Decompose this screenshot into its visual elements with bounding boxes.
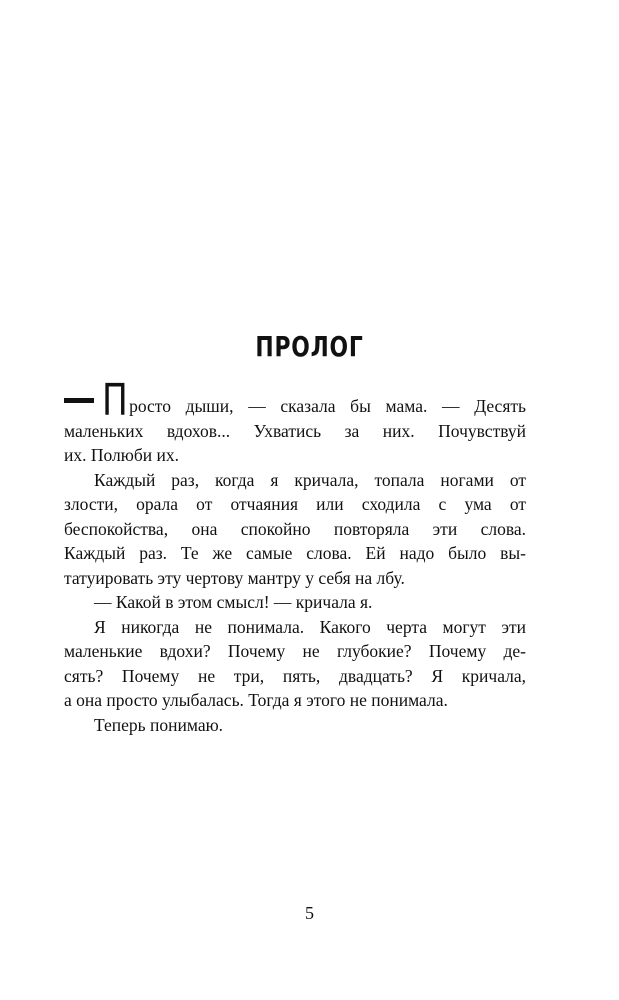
page-number: 5: [305, 903, 314, 923]
text-line: — Какой в этом смысл! — кричала я.: [94, 592, 373, 612]
em-dash-mark: [64, 398, 94, 403]
text-line: Я никогда не понимала. Какого черта могут эти: [94, 616, 526, 637]
text-line: а она просто улыбалась. Тогда я этого не понимала.: [64, 690, 448, 710]
text-line: Теперь понимаю.: [94, 714, 224, 735]
text-line: маленьких вдохов... Ухватись за них. Почувствуй: [64, 420, 526, 441]
text-line: их. Полюби их.: [64, 445, 179, 465]
text-line: беспокойства, она спокойно повторяла эти слова.: [64, 518, 526, 539]
chapter-title: ПРОЛОГ: [255, 330, 364, 363]
text-line: [64, 375, 526, 426]
drop-cap-letter: П: [102, 375, 128, 426]
text-line: злости, орала от отчаяния или сходила с ума от: [64, 494, 526, 514]
text-line: татуировать эту чертову мантру у себя на лбу.: [64, 567, 405, 588]
text-line: Каждый раз. Те же самые слова. Ей надо было вы-: [64, 543, 526, 563]
text-line: Каждый раз, когда я кричала, топала ногами от: [94, 469, 526, 490]
prologue-text: [64, 375, 526, 737]
text-line: сять? Почему не три, пять, двадцать? Я кричала,: [64, 665, 526, 686]
text-line: маленькие вдохи? Почему не глубокие? Почему де-: [64, 641, 526, 661]
text-line-content: росто дыши, — сказала бы мама. — Десять: [129, 396, 526, 416]
